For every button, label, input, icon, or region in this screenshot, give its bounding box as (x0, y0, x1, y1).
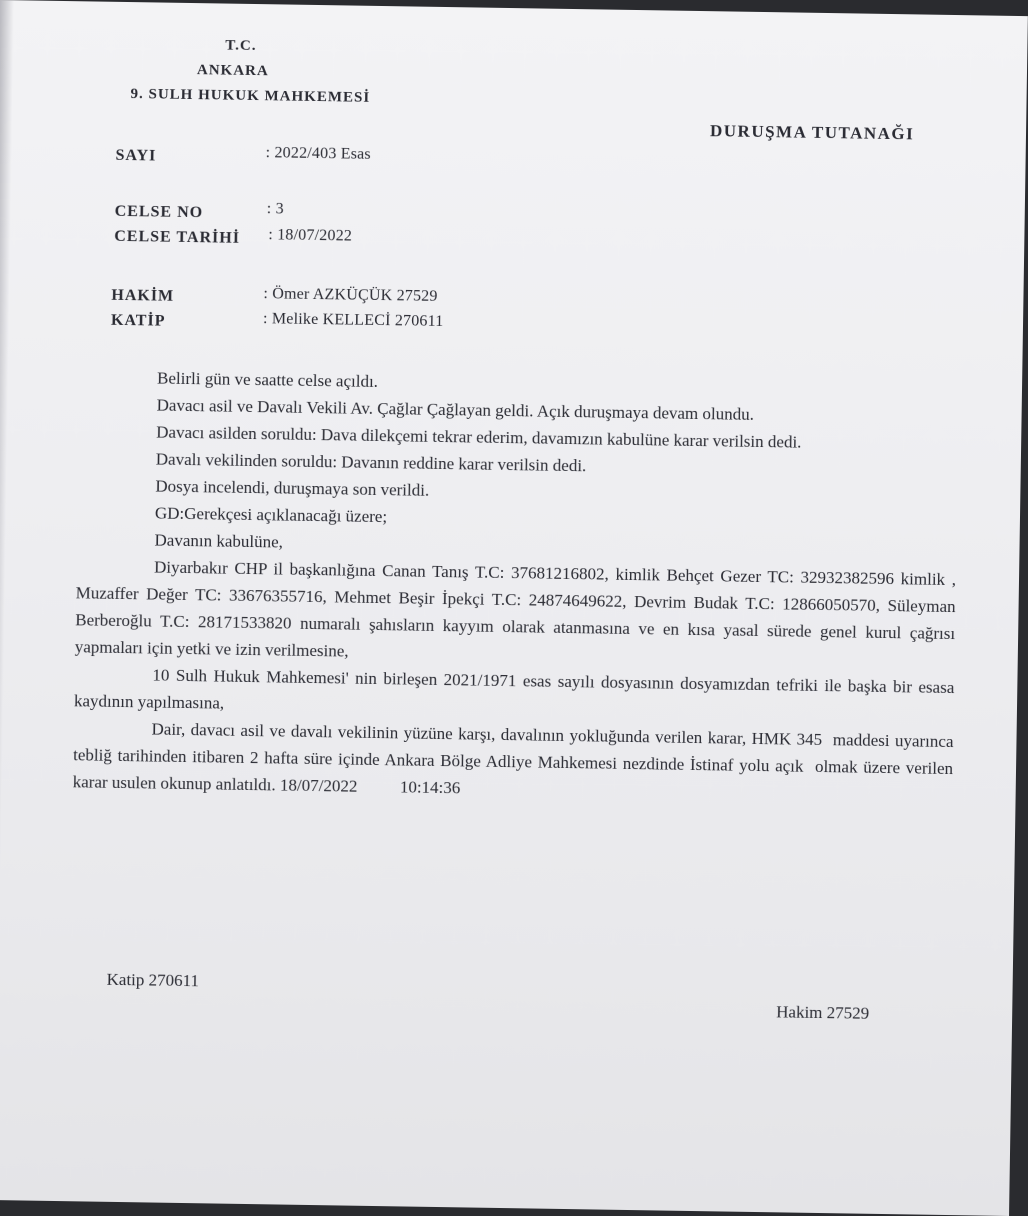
celse-no-label: CELSE NO (114, 202, 204, 222)
paragraph-attendance: Davacı asil ve Davalı Vekili Av. Çağlar Çağlayan geldi. Açık duruşmaya devam olundu. (156, 395, 755, 424)
katip-signature: Katip 270611 (106, 969, 200, 991)
paragraph-verdict: Dair, davacı asil ve davalı vekilinin yüzüne karşı, davalının yokluğunda verilen karar, HMK 345 maddesi uyarınca tebliğ tarihinden itibaren 2 hafta süre içinde Ankara Bölge Adliye Mahkemesi nezdinde İstinaf yolu açık olmak üzere verilen karar usulen okunup anlatıldı. 18/07/2022 10:14:36 (72, 719, 958, 798)
paragraph-file-reviewed: Dosya incelendi, duruşmaya son verildi. (155, 476, 430, 500)
header-court: 9. SULH HUKUK MAHKEMESİ (130, 86, 371, 106)
paragraph-defendant-statement: Davalı vekilinden soruldu: Davanın reddine karar verilsin dedi. (155, 449, 587, 476)
hakim-signature: Hakim 27529 (776, 1002, 870, 1023)
paragraph-gd: GD:Gerekçesi açıklanacağı üzere; (154, 503, 388, 527)
hakim-label: HAKİM (111, 286, 175, 305)
celse-tarihi-value: : 18/07/2022 (268, 226, 353, 245)
sayi-label: SAYI (115, 146, 157, 165)
hakim-value: : Ömer AZKÜÇÜK 27529 (263, 285, 438, 305)
paragraph-acceptance: Davanın kabulüne, (154, 530, 284, 552)
paragraph-trustees: Diyarbakır CHP il başkanlığına Canan Tanış T.C: 37681216802, kimlik Behçet Gezer TC: 32932382596 kimlik , Muzaffer Değer TC: 33676355716, Mehmet Beşir İpekçi T.C: 24874649622, Devrim Budak T.C: 12866050570, Süleyman Berberoğlu T.C: 28171533820 numaralı şahısların kayyım olarak atanmasına ve en kısa yasal sürede genel kurul çağrısı yapmaları için yetki ve izin verilmesine, (74, 557, 957, 661)
celse-no-value: : 3 (266, 200, 284, 218)
celse-tarihi-label: CELSE TARİHİ (114, 227, 241, 247)
sayi-value: : 2022/403 Esas (265, 144, 371, 163)
paragraph-plaintiff-statement: Davacı asilden soruldu: Dava dilekçemi tekrar ederim, davamızın kabulüne karar verilsin dedi. (156, 422, 802, 452)
katip-label: KATİP (110, 311, 166, 330)
header-country: T.C. (225, 37, 257, 55)
header-city: ANKARA (196, 62, 269, 80)
document-title: DURUŞMA TUTANAĞI (709, 121, 915, 144)
paragraph-separation: 10 Sulh Hukuk Mahkemesi' nin birleşen 2021/1971 esas sayılı dosyasının dosyamızdan tefriki ile başka bir esasa kaydının yapılmasına, (73, 665, 955, 713)
paragraph-opening: Belirli gün ve saatte celse açıldı. (156, 368, 379, 391)
page-edge-shadow (0, 0, 14, 1200)
minutes-body (73, 363, 960, 809)
katip-value: : Melike KELLECİ 270611 (262, 310, 444, 331)
